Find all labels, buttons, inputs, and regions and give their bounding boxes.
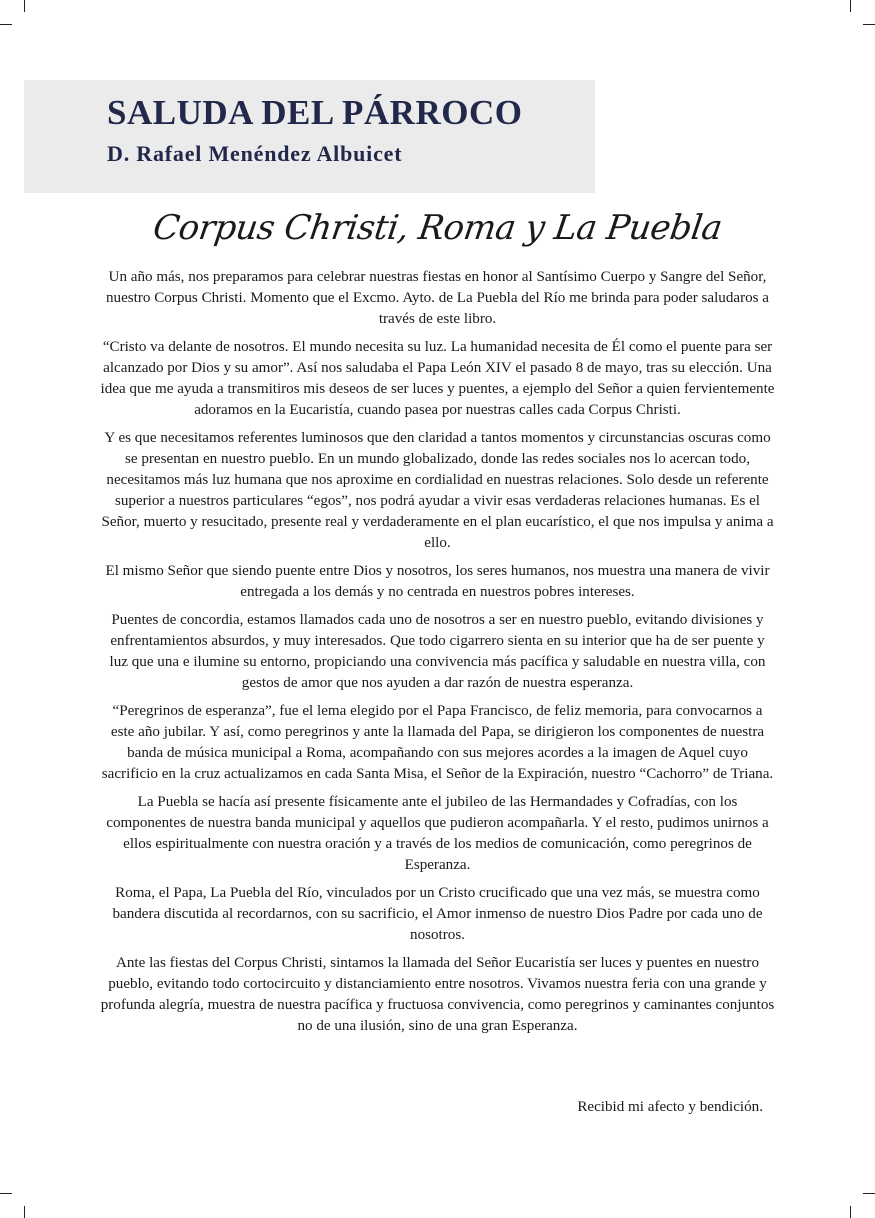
paragraph: Puentes de concordia, estamos llamados cada uno de nosotros a ser en nuestro pueblo, evitando divisiones y enfrentamientos absurdos, y muy interesados. Que todo cigarrero sienta en su interior que ha de ser puente y luz que una e ilumine su entorno, propiciando una convivencia más pacífica y saludable en nuestra villa, con gestos de amor que nos ayuden a dar razón de nuestra esperanza. [109,612,766,691]
crop-mark [863,1193,875,1194]
paragraph: La Puebla se hacía así presente físicamente ante el jubileo de las Hermandades y Cofradías, con los componentes de nuestra banda municipal y aquellos que pudieron acompañarla. Y el resto, pudimos unirnos a ellos espiritualmente con nuestra oración y a través de los medios de comunicación, como peregrinos de Esperanza. [106,794,769,873]
paragraph: Un año más, nos preparamos para celebrar nuestras fiestas en honor al Santísimo Cuerpo y Sangre del Señor, nuestro Corpus Christi. Momento que el Excmo. Ayto. de La Puebla del Río me brinda para poder saludaros a través de este libro. [105,269,770,327]
crop-mark [0,1193,12,1194]
author-name: D. Rafael Menéndez Albuicet [107,141,403,166]
paragraph: Ante las fiestas del Corpus Christi, sintamos la llamada del Señor Eucaristía ser luces y puentes en nuestro pueblo, evitando todo cortocircuito y distanciamiento entre nosotros. Vivamos nuestra feria con una grande y profunda alegría, muestra de nuestra pacífica y fructuosa convivencia, como peregrinos y caminantes conjuntos no de una ilusión, sino de una gran Esperanza. [100,955,775,1034]
crop-mark [850,0,851,12]
paragraph: “Peregrinos de esperanza”, fue el lema elegido por el Papa Francisco, de feliz memoria, para convocarnos a este año jubilar. Y así, como peregrinos y ante la llamada del Papa, se dirigieron los componentes de nuestra banda de música municipal a Roma, acompañando con sus mejores acordes a la imagen de Aquel cuyo sacrificio en la cruz actualizamos en cada Santa Misa, el Señor de la Expiración, nuestro “Cachorro” de Triana. [101,703,774,782]
crop-mark [850,1206,851,1218]
paragraph: “Cristo va delante de nosotros. El mundo necesita su luz. La humanidad necesita de Él como el puente para ser alcanzado por Dios y su amor”. Así nos saludaba el Papa León XIV el pasado 8 de mayo, tras su elección. Una idea que me ayuda a transmitiros mis deseos de ser luces y puentes, a ejemplo del Señor a quien fervientemente adoramos en la Eucaristía, cuando pasea por nuestras calles cada Corpus Christi. [100,339,775,418]
paragraph: El mismo Señor que siendo puente entre Dios y nosotros, los seres humanos, nos muestra una manera de vivir entregada a los demás y no centrada en nuestros pobres intereses. [105,563,770,600]
crop-mark [24,0,25,12]
page-title: SALUDA DEL PÁRROCO [107,93,523,132]
crop-mark [863,24,875,25]
article-heading: Corpus Christi, Roma y La Puebla [150,208,725,248]
crop-mark [0,24,12,25]
closing-line: Recibid mi afecto y bendición. [577,1099,763,1115]
paragraph: Y es que necesitamos referentes luminosos que den claridad a tantos momentos y circunstancias oscuras como se presentan en nuestro pueblo. En un mundo globalizado, donde las redes sociales nos lo acercan todo, necesitamos más luz humana que nos aproxime en cordialidad en nuestras relaciones. Solo desde un referente superior a nuestros particulares “egos”, nos podrá ayudar a vivir esas verdaderas relaciones humanas. Es el Señor, muerto y resucitado, presente real y verdaderamente en el plan eucarístico, el que nos impulsa y anima a ello. [101,430,774,551]
paragraph: Roma, el Papa, La Puebla del Río, vinculados por un Cristo crucificado que una vez más, se muestra como bandera discutida al recordarnos, con su sacrificio, el Amor inmenso de nuestro Dios Padre por cada uno de nosotros. [112,885,763,943]
article-body [100,267,775,1044]
crop-mark [24,1206,25,1218]
